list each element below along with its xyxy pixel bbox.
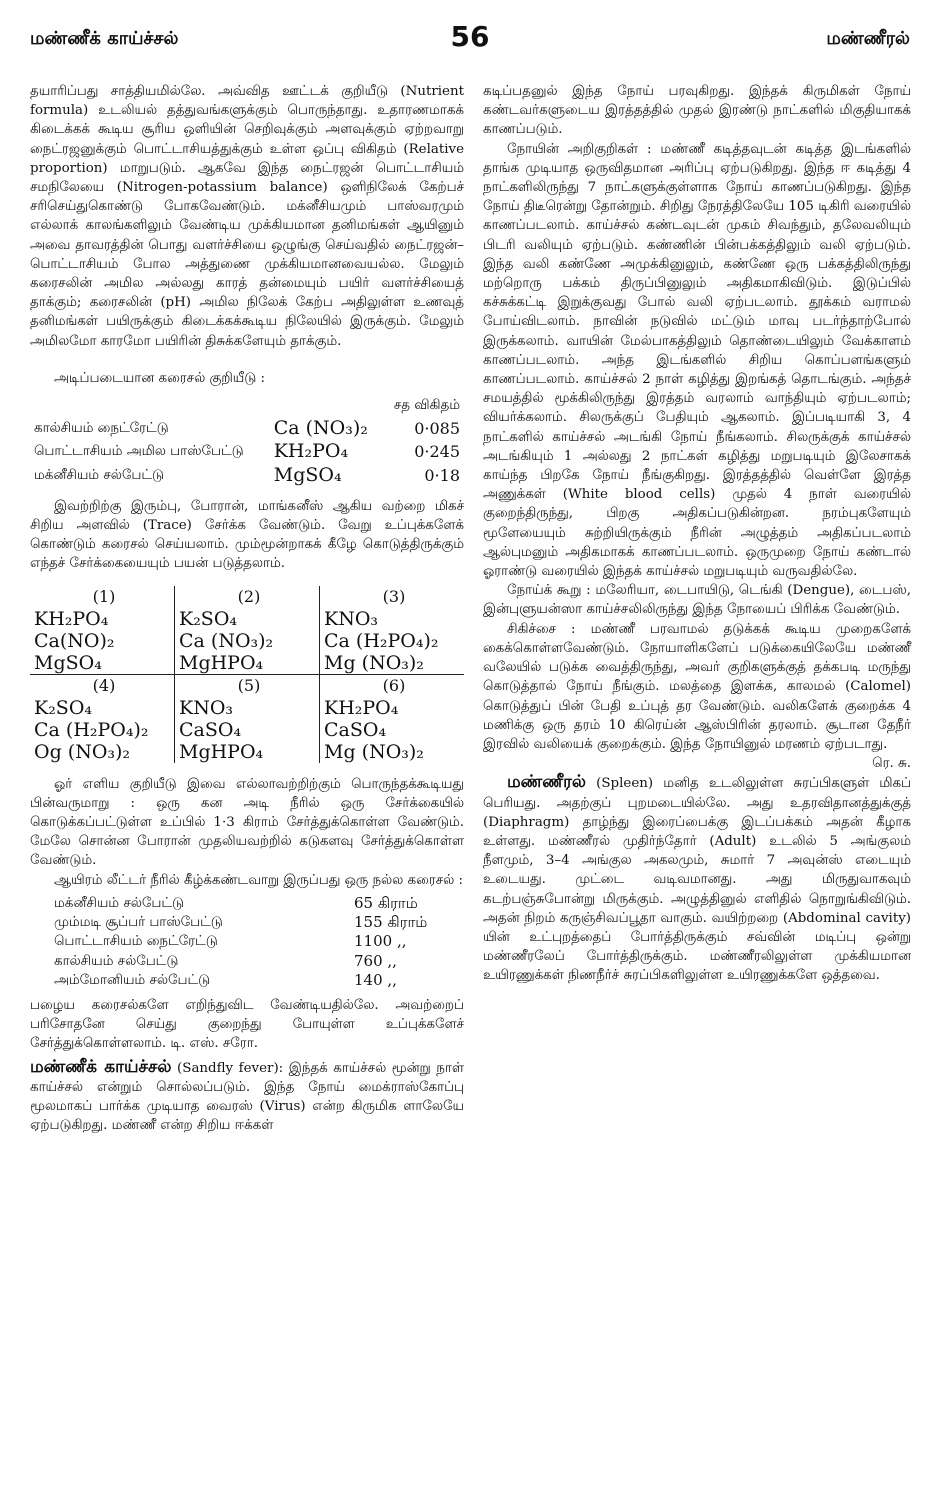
running-head-right: மண்ணீரல்	[826, 28, 910, 49]
running-head-left: மண்ணீக் காய்ச்சல்	[30, 28, 179, 49]
formula-chem: MgSO₄	[273, 463, 342, 486]
paragraph: ஓர் எளிய குறியீடு இவை எல்லாவற்றிற்கும் பொருந்தக்கூடியது பின்வருமாறு : ஒரு கன அடி நீரில் ஒரு சேர்க்கையில் கொடுக்கப்பட்டுள்ள உப்பில் 1·3 கிராம் சேர்த்துக்கொள்ள வேண்டும். மேலே சொன்ன போரான் முதலியவற்றில் கடுகளவு சேர்த்துக்கொள்ள வேண்டும்.	[30, 776, 464, 869]
entry-spleen	[483, 773, 911, 985]
combination-line: Mg (NO₃)₂	[324, 740, 424, 763]
combination-line: Ca (H₂PO₄)₂	[34, 718, 149, 741]
entry-sandfly-fever	[30, 1058, 464, 1136]
paragraph: பழைய கரைசல்களே எறிந்துவிட வேண்டியதில்லே. அவற்றைப் பரிசோதனே செய்து குறைந்து போயுள்ள உப்புக்களேச் சேர்த்துக்கொள்ளலாம். டி. எஸ். சரோ.	[30, 997, 464, 1052]
combination-cell	[319, 675, 464, 763]
right-column	[483, 82, 911, 986]
combination-number: (2)	[237, 586, 261, 606]
paragraph: தயாரிப்பது சாத்தியமில்லே. அவ்வித ஊட்டக் குறியீடு (Nutrient formula) உடலியல் தத்துவங்களுக்கும் பொருந்தாது. உதாரணமாகக் கிடைக்கக் கூடிய சூரிய ஒளியின் செறிவுக்கும் அளவுக்கும் ஏற்றவாறு நைட்ரஜனுக்கும் பொட்டாசியத்துக்கும் உள்ள ஒப்பு விகிதம் (Relative proportion) மாறுபடும். ஆகவே இந்த நைட்ரஜன் பொட்டாசியம் சமநிலேயை (Nitrogen-potassium balance) ஒளிநிலேக் கேற்பச் சரிசெய்துகொண்டு போகவேண்டும். மக்னீசியமும் பாஸ்வரமும் எல்லாக் காலங்களிலும் வேண்டிய முக்கியமான தனிமங்கள் ஆயினும் அவை தாவரத்தின் பொது வளர்ச்சியை ஒழுங்கு செய்வதில் நைட்ரஜன்–பொட்டாசியம் போல அத்துணை முக்கியமானவையல்ல. மேலும் கரைசலின் அமில அல்லது காரத் தன்மையும் பயிர் வளர்ச்சியைத் தாக்கும்; கரைசலின் (pH) அமில நிலேக் கேற்ப அதிலுள்ள உணவுத் தனிமங்கள் பயிருக்கும் கிடைக்கக்கூடிய நிலேயில் இருக்கும். மேலும் அமிலமோ காரமோ பயிரின் திசுக்களேயும் தாக்கும்.	[30, 84, 464, 349]
formula-chem: KH₂PO₄	[273, 440, 349, 463]
ingredient-qty: 760 ,,	[354, 951, 397, 970]
combination-line: Mg (NO₃)₂	[324, 651, 424, 674]
formula-name: மக்னீசியம் சல்பேட்டு	[34, 467, 164, 483]
list-item	[54, 952, 464, 971]
ingredient-name: பொட்டாசியம் நைட்ரேட்டு	[54, 934, 218, 950]
combination-row	[30, 586, 464, 675]
combination-number: (6)	[382, 675, 406, 695]
list-item	[54, 932, 464, 951]
ingredient-qty: 65 கிராம்	[354, 893, 418, 912]
ingredient-qty: 155 கிராம்	[354, 913, 428, 932]
combination-number: (3)	[382, 586, 406, 606]
combination-line: K₂SO₄	[179, 607, 238, 630]
combination-line: CaSO₄	[179, 718, 242, 741]
paragraph: ஆயிரம் லீட்டர் நீரில் கீழ்க்கண்டவாறு இருப்பது ஒரு நல்ல கரைசல் :	[54, 872, 463, 888]
entry-body: (Sandfly fever): இந்தக் காய்ச்சல் மூன்று நாள் காய்ச்சல் என்றும் சொல்லப்படும். இந்த நோய் மைக்ராஸ்கோப்பு மூலமாகப் பார்க்க முடியாத வைரஸ் (Virus) என்ற கிருமிக ளாலேயே ஏற்படுகிறது. மண்ணீ என்ற சிறிய ஈக்கள்	[30, 1060, 464, 1134]
combination-line: KH₂PO₄	[324, 696, 399, 719]
combination-line: MgHPO₄	[179, 651, 264, 674]
ingredient-name: கால்சியம் சல்பேட்டு	[54, 953, 179, 969]
combination-line: Ca (H₂PO₄)₂	[324, 629, 439, 652]
table-row	[30, 464, 464, 487]
combination-cell	[319, 586, 464, 674]
list-item	[54, 913, 464, 932]
page-header	[30, 20, 910, 68]
combination-line: MgHPO₄	[179, 740, 264, 763]
combination-cell	[30, 675, 174, 763]
paragraph: சிகிச்சை : மண்ணீ பரவாமல் தடுக்கக் கூடிய முறைகளேக் கைக்கொள்ளவேண்டும். நோயாளிகளேப் படுக்கையிலேயே மண்ணீ வலேயில் படுக்க வைத்திருந்து, அவர் குறிகளுக்குத் தக்கபடி மருந்து கொடுத்தால் நோய் நீங்கும். மலத்தை இளக்க, காலமல் (Calomel) கொடுத்துப் பின் பேதி உப்புத் தர வேண்டும். வலிகளேக் குறைக்க 4 மணிக்கு ஒரு தரம் 10 கிரெய்ன் ஆஸ்பிரின் தரலாம். சூடான தேநீர் இரவில் வலியைக் குறைக்கும். இந்த நோயினுல் மரணம் ஏற்படாது.	[483, 621, 911, 752]
ingredient-qty: 1100 ,,	[354, 932, 407, 951]
combination-cell	[30, 586, 174, 674]
combination-line: K₂SO₄	[34, 696, 93, 719]
entry-headword: மண்ணீக் காய்ச்சல்	[30, 1056, 172, 1077]
combination-number: (1)	[92, 586, 116, 606]
combination-line: KNO₃	[324, 607, 379, 630]
combination-row	[30, 675, 464, 763]
combination-cell	[174, 586, 319, 674]
entry-body: (Spleen) மனித உடலிலுள்ள சுரப்பிகளுள் மிகப் பெரியது. அதற்குப் புறமடையில்லே. அது உதரவிதானத்துக்குத் (Diaphragm) தாழ்ந்து இரைப்பைக்கு இடப்பக்கம் அதன் கீழாக உள்ளது. மண்ணீரல் முதிர்ந்தோர் (Adult) உடலில் 5 அங்குலம் நீளமும், 3–4 அங்குல அகலமும், சுமார் 7 அவுன்ஸ் எடையும் உடையது. முட்டை வடிவமானது. அது மிருதுவாகவும் கடற்பஞ்சுபோன்று மிருக்கும். அழுத்தினுல் எளிதில் நொறுங்கிவிடும். அதன் நிறம் கருஞ்சிவப்பூதா வாகும். வயிற்றறை (Abdominal cavity) யின் உட்புறத்தைப் போர்த்திருக்கும் சவ்வின் மடிப்பு ஒன்று மண்ணீரலேப் போர்த்திருக்கும். மண்ணீரலிலுள்ள முக்கியமான உயிரணுக்கள் நிணநீர்ச் சுரப்பிகளிலுள்ள உயிரணுக்களே ஒத்தவை.	[483, 776, 911, 984]
entry-headword: மண்ணீரல்	[507, 772, 587, 793]
list-item	[54, 894, 464, 913]
list-item	[54, 971, 464, 990]
formula-pct: 0·18	[424, 465, 460, 485]
author-signature: ரெ. சு.	[872, 756, 911, 772]
paragraph: இவற்றிற்கு இரும்பு, போரான், மாங்கனீஸ் ஆகிய வற்றை மிகச் சிறிய அளவில் (Trace) சேர்க்க வேண்டும். வேறு உப்புக்களேக் கொண்டும் கரைசல் செய்யலாம். மும்மூன்றாகக் கீழே கொடுத்திருக்கும் எந்தச் சேர்க்கையையும் பயன் படுத்தலாம்.	[30, 498, 464, 572]
table-row	[30, 417, 464, 440]
paragraph: நோய்க் கூறு : மலேரியா, டைபாயிடு, டெங்கி (Dengue), டைபஸ், இன்புளுயன்ஸா காய்ச்சலிலிருந்து இந்த நோயைப் பிரிக்க வேண்டும்.	[483, 583, 911, 618]
paragraph: நோயின் அறிகுறிகள் : மண்ணீ கடித்தவுடன் கடித்த இடங்களில் தாங்க முடியாத ஒருவிதமான அரிப்பு ஏற்படுகிறது. இந்த ஈ கடித்து 4 நாட்களிலிருந்து 7 நாட்களுக்குள்ளாக நோய் காணப்படுகிறது. இந்த நோய் திடீரென்று தோன்றும். சிறிது நேரத்திலேயே 105 டிகிரி வரையில் காணப்படலாம். காய்ச்சல் கண்டவுடன் முகம் சிவந்தும், தலேவலியும் பிடரி வலியும் ஏற்படும். கண்ணின் பின்பக்கத்திலும் வலி ஏற்படும். இந்த வலி கண்ணே அமுக்கினுலும், கண்ணே ஒரு பக்கத்திலிருந்து மற்றொரு பக்கம் திருப்பினுலும் அதிகமாகிவிடும். இடுப்பில் கச்சுக்கட்டி இறுக்குவது போல் வலி ஏற்படலாம். தூக்கம் வராமல் போய்விடலாம். நாவின் நடுவில் மட்டும் மாவு படர்ந்தாற்போல் இருக்கலாம். வாயின் மேல்பாகத்திலும் தொண்டையிலும் வேக்காளம் காணப்படலாம். அந்த இடங்களில் சிறிய கொப்பளங்களும் காணப்படலாம். காய்ச்சல் 2 நாள் கழித்து இறங்கத் தொடங்கும். அந்தச் சமயத்தில் மூக்கிலிருந்து இரத்தம் வரலாம் வாந்தியும் ஏற்படலாம்; வியர்க்கலாம். சிலருக்குப் பேதியும் ஆகலாம். இப்படியாகி 3, 4 நாட்களில் காய்ச்சல் அடங்கி நோய் நீங்கலாம். சிலருக்குக் காய்ச்சல் அடங்கியும் 1 அல்லது 2 நாட்கள் கழித்து மறுபடியும் இலேசாகக் காய்ந்த பிறகே நோய் நீங்குகிறது. இரத்தத்தில் வெள்ளே இரத்த அணுக்கள் (White blood cells) முதல் 4 நாள் வரையில் குறைந்திருந்து, பிறகு அதிகப்படுகின்றன. நரம்புகளேயும் மூளேயையும் சுற்றியிருக்கும் நீரின் அழுத்தம் அதிகப்படலாம் ஆல்புமனும் அதிகமாகக் காணப்படலாம். ஒருமுறை நோய் கண்டால் ஓராண்டு வரையில் இந்தக் காய்ச்சல் மறுபடியும் வருவதில்லே.	[483, 141, 911, 580]
page-number: 56	[450, 20, 490, 53]
table-row	[30, 440, 464, 463]
ingredient-qty: 140 ,,	[354, 970, 397, 989]
combination-line: Ca(NO)₂	[34, 629, 115, 652]
combination-grid	[30, 586, 464, 763]
combination-number: (5)	[237, 675, 261, 695]
formula-header: சத விகிதம்	[393, 398, 460, 414]
solution-list	[54, 894, 464, 990]
formula-name: பொட்டாசியம் அமில பாஸ்பேட்டு	[34, 444, 244, 460]
combination-line: KNO₃	[179, 696, 234, 719]
combination-cell	[174, 675, 319, 763]
formula-chem: Ca (NO₃)₂	[273, 417, 368, 440]
combination-line: Ca (NO₃)₂	[179, 629, 274, 652]
formula-title: அடிப்படையான கரைசல் குறியீடு :	[54, 370, 266, 386]
combination-line: Og (NO₃)₂	[34, 740, 131, 763]
combination-number: (4)	[92, 675, 116, 695]
ingredient-name: அம்மோனியம் சல்பேட்டு	[54, 972, 211, 988]
combination-line: KH₂PO₄	[34, 607, 109, 630]
formula-name: கால்சியம் நைட்ரேட்டு	[34, 421, 169, 437]
left-column	[30, 82, 464, 1135]
formula-table	[30, 394, 464, 487]
ingredient-name: மக்னீசியம் சல்பேட்டு	[54, 895, 184, 911]
formula-pct: 0·245	[414, 442, 460, 462]
combination-line: CaSO₄	[324, 718, 387, 741]
formula-pct: 0·085	[414, 419, 460, 439]
paragraph: கடிப்பதனுல் இந்த நோய் பரவுகிறது. இந்தக் கிருமிகள் நோய் கண்டவர்களுடைய இரத்தத்தில் முதல் இரண்டு நாட்களில் மிகுதியாகக் காணப்படும்.	[483, 84, 911, 138]
combination-line: MgSO₄	[34, 651, 102, 674]
ingredient-name: மும்மடி சூப்பர் பாஸ்பேட்டு	[54, 915, 223, 931]
